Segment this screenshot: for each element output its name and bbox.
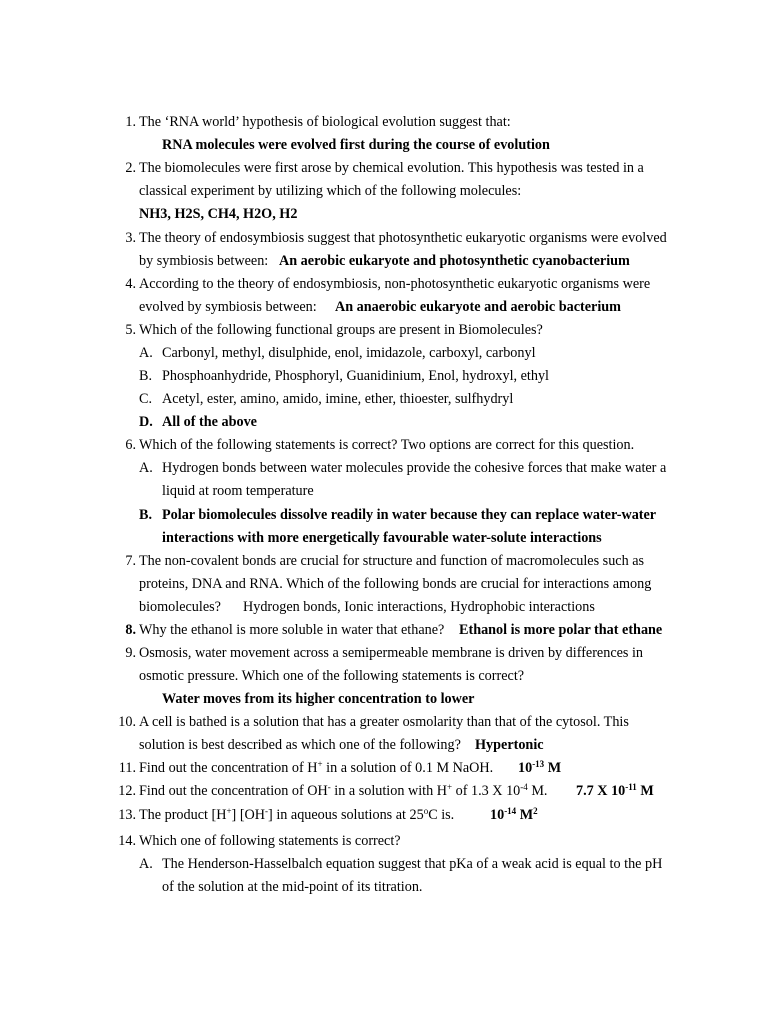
question-number: 6.	[125, 437, 136, 453]
question-text: by symbiosis between:	[139, 253, 269, 269]
option-text: interactions with more energetically favourable water-solute interactions	[162, 530, 602, 546]
question-number: 13.	[118, 807, 136, 823]
answer-text: Hypertonic	[475, 737, 544, 753]
question-text: A cell is bathed is a solution that has a greater osmolarity than that of the cytosol. This	[139, 714, 629, 730]
option-letter: B.	[139, 507, 153, 523]
superscript: +	[226, 806, 232, 816]
answer-text	[576, 781, 654, 801]
answer-text: Water moves from its higher concentration to lower	[162, 691, 475, 707]
option-letter: A.	[139, 345, 153, 361]
option-text: Phosphoanhydride, Phosphoryl, Guanidinium, Enol, hydroxyl, ethyl	[162, 368, 549, 384]
question-number: 9.	[125, 645, 136, 661]
answer-text	[518, 758, 561, 778]
text-part: M	[544, 760, 562, 776]
text-part: of 1.3 X 10	[452, 783, 521, 799]
superscript: +	[317, 759, 323, 769]
answer-text: NH3, H2S, CH4, H2O, H2	[139, 206, 298, 222]
question-number: 3.	[125, 230, 136, 246]
option-letter: B.	[139, 368, 153, 384]
superscript: -13	[532, 759, 545, 769]
text-part: Find out the concentration of H	[139, 760, 318, 776]
option-text: All of the above	[162, 414, 257, 430]
question-text: Osmosis, water movement across a semipermeable membrane is driven by differences in	[139, 645, 644, 661]
text-part: M	[636, 783, 654, 799]
text-part: Find out the concentration of OH	[139, 783, 328, 799]
text-part: 10	[490, 807, 505, 823]
answer-text: An aerobic eukaryote and photosynthetic cyanobacterium	[279, 253, 630, 269]
answer-text: Ethanol is more polar that ethane	[459, 622, 663, 638]
question-text: The non-covalent bonds are crucial for structure and function of macromolecules such as	[139, 553, 645, 569]
question-text	[139, 758, 493, 778]
question-text: Which of the following functional groups are present in Biomolecules?	[139, 322, 543, 338]
option-letter: D.	[139, 414, 153, 430]
option-text: Hydrogen bonds between water molecules provide the cohesive forces that make water a	[162, 460, 667, 476]
question-text: solution is best described as which one of the following?	[139, 737, 461, 753]
text-part: M	[516, 807, 534, 823]
text-part: ] [OH	[231, 807, 266, 823]
question-text: Which of the following statements is correct? Two options are correct for this question.	[139, 437, 635, 453]
superscript: 2	[533, 806, 538, 816]
superscript: -4	[520, 782, 528, 792]
text-part: in a solution with H	[330, 783, 447, 799]
question-text: classical experiment by utilizing which of the following molecules:	[139, 183, 522, 199]
option-letter: A.	[139, 460, 153, 476]
question-text: evolved by symbiosis between:	[139, 299, 317, 315]
text-part: 10	[518, 760, 533, 776]
superscript: -11	[625, 782, 637, 792]
option-letter: C.	[139, 391, 153, 407]
question-text: osmotic pressure. Which one of the following statements is correct?	[139, 668, 525, 684]
superscript: -14	[504, 806, 517, 816]
answer-text: RNA molecules were evolved first during the course of evolution	[162, 137, 550, 153]
question-number: 12.	[118, 783, 136, 799]
superscript: -	[327, 782, 331, 792]
question-number: 8.	[125, 622, 136, 638]
option-text: Acetyl, ester, amino, amido, imine, ether, thioester, sulfhydryl	[162, 391, 514, 407]
text-part: 7.7 X 10	[576, 783, 626, 799]
text-part: M.	[527, 783, 548, 799]
answer-text: Hydrogen bonds, Ionic interactions, Hydrophobic interactions	[243, 599, 595, 615]
question-number: 2.	[125, 160, 136, 176]
question-text: proteins, DNA and RNA. Which of the following bonds are crucial for interactions among	[139, 576, 652, 592]
question-text: Why the ethanol is more soluble in water that ethane?	[139, 622, 445, 638]
question-text: According to the theory of endosymbiosis, non-photosynthetic eukaryotic organisms were	[139, 276, 651, 292]
text-part: The product [H	[139, 807, 227, 823]
option-text: Polar biomolecules dissolve readily in water because they can replace water-water	[162, 507, 657, 523]
option-text: The Henderson-Hasselbalch equation suggest that pKa of a weak acid is equal to the pH	[162, 856, 663, 872]
option-text: liquid at room temperature	[162, 483, 314, 499]
superscript: +	[447, 782, 453, 792]
question-text: The theory of endosymbiosis suggest that photosynthetic eukaryotic organisms were evolved	[139, 230, 667, 246]
question-text: The biomolecules were first arose by chemical evolution. This hypothesis was tested in a	[139, 160, 644, 176]
question-text	[139, 781, 547, 801]
question-number: 1.	[125, 114, 136, 130]
question-text: biomolecules?	[139, 599, 221, 615]
text-part: in a solution of 0.1 M NaOH.	[322, 760, 494, 776]
superscript: -	[265, 806, 269, 816]
answer-text: An anaerobic eukaryote and aerobic bacterium	[335, 299, 621, 315]
option-letter: A.	[139, 856, 153, 872]
question-number: 11.	[118, 760, 136, 776]
option-text: Carbonyl, methyl, disulphide, enol, imidazole, carboxyl, carbonyl	[162, 345, 536, 361]
question-text	[139, 805, 454, 825]
text-part: ] in aqueous solutions at 25	[268, 807, 424, 823]
option-text: of the solution at the mid-point of its titration.	[162, 879, 423, 895]
text-part: C is.	[428, 807, 455, 823]
question-text: The ‘RNA world’ hypothesis of biological evolution suggest that:	[139, 114, 511, 130]
question-number: 14.	[118, 833, 136, 849]
question-text: Which one of following statements is correct?	[139, 833, 401, 849]
question-number: 5.	[125, 322, 136, 338]
question-number: 7.	[125, 553, 136, 569]
superscript: o	[423, 806, 429, 816]
question-number: 10.	[118, 714, 136, 730]
question-number: 4.	[125, 276, 136, 292]
answer-text	[490, 805, 538, 825]
